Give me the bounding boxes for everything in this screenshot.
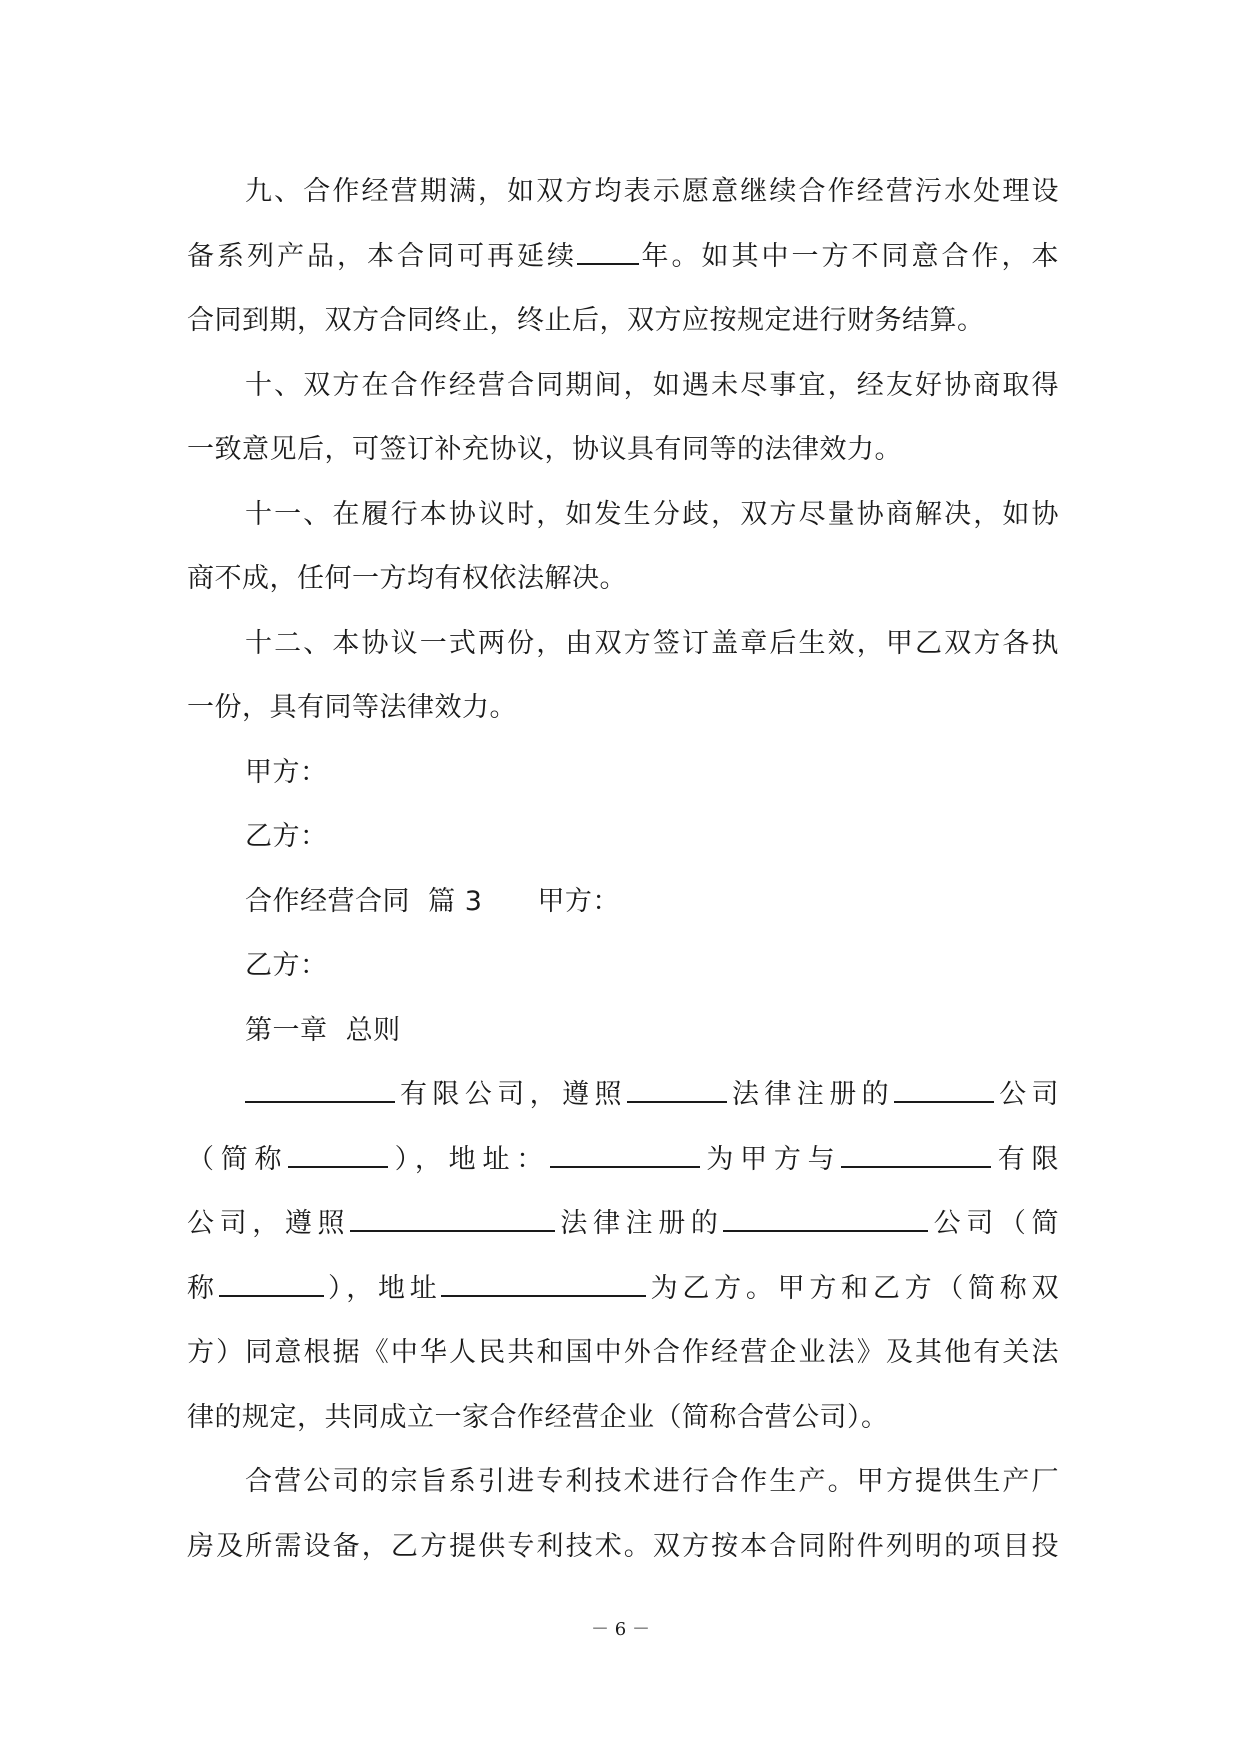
document-body	[187, 160, 1059, 1579]
text: 九、合作经营期满，如双方均表示愿意继续合作经营污水处理设	[245, 176, 1059, 207]
clause-12-line-2	[187, 676, 1059, 741]
chapter-title	[187, 999, 1059, 1064]
text: 为乙方。甲方和乙方（简称双	[646, 1272, 1060, 1304]
text: 年。如其中一方不同意合作，本	[639, 240, 1059, 272]
text: 备系列产品，本合同可再延续	[187, 240, 577, 272]
text: 公司	[994, 1079, 1059, 1110]
text: （简称	[187, 1143, 289, 1175]
blank-address-a	[550, 1144, 700, 1168]
text: 乙方：	[245, 821, 328, 852]
text: 公司，遵照	[187, 1208, 351, 1239]
blank-years	[577, 241, 639, 265]
intro-line-5	[187, 1321, 1059, 1386]
section-heading	[187, 870, 1059, 935]
party-b-line	[187, 934, 1059, 999]
blank-address-b	[441, 1273, 646, 1297]
intro-line-4	[187, 1257, 1059, 1322]
text: 一份，具有同等法律效力。	[187, 692, 517, 723]
text: 有限	[991, 1143, 1059, 1175]
clause-11-line-2	[187, 547, 1059, 612]
clause-9-line-2	[187, 225, 1059, 290]
clause-11-line-1	[187, 483, 1059, 548]
party-b-label: 乙方：	[245, 950, 328, 981]
section-title: 合作经营合同 篇 3	[245, 885, 483, 917]
blank-law-a	[627, 1079, 727, 1103]
intro-line-3	[187, 1192, 1059, 1257]
text: 合同到期，双方合同终止，终止后，双方应按规定进行财务结算。	[187, 305, 985, 336]
signature-party-b	[187, 805, 1059, 870]
clause-12-line-1	[187, 612, 1059, 677]
text: 称	[187, 1272, 219, 1304]
text: ），地址	[323, 1272, 442, 1304]
text: 商不成，任何一方均有权依法解决。	[187, 563, 627, 594]
blank-abbrev-b	[219, 1273, 324, 1297]
text: 十、双方在合作经营合同期间，如遇未尽事宜，经友好协商取得	[245, 369, 1059, 401]
clause-9-line-3	[187, 289, 1059, 354]
clause-10-line-1	[187, 354, 1059, 419]
intro-line-2	[187, 1128, 1059, 1193]
purpose-line-2	[187, 1515, 1059, 1580]
text: ），地址：	[388, 1143, 551, 1175]
page-number: － 6 －	[591, 1619, 650, 1640]
blank-company-a	[245, 1079, 395, 1103]
text: 律的规定，共同成立一家合作经营企业（简称合营公司）。	[187, 1401, 889, 1433]
party-a-label: 甲方：	[537, 885, 620, 917]
text: 为甲方与	[700, 1143, 842, 1175]
intro-line-1	[187, 1063, 1059, 1128]
text: 法律注册的	[727, 1079, 895, 1110]
text: 十一、在履行本协议时，如发生分歧，双方尽量协商解决，如协	[245, 498, 1059, 530]
text: 十二、本协议一式两份，由双方签订盖章后生效，甲乙双方各执	[245, 627, 1059, 659]
blank-law-b	[350, 1208, 555, 1232]
clause-10-line-2	[187, 418, 1059, 483]
chapter-label: 第一章 总则	[245, 1014, 401, 1046]
text: 甲方：	[245, 756, 328, 788]
blank-company-type-b	[723, 1208, 928, 1232]
clause-9-line-1	[187, 160, 1059, 225]
blank-company-type-a	[894, 1079, 994, 1103]
purpose-line-1	[187, 1450, 1059, 1515]
text: 一致意见后，可签订补充协议，协议具有同等的法律效力。	[187, 434, 902, 465]
text: 公司（简	[928, 1208, 1060, 1239]
text: 合营公司的宗旨系引进专利技术进行合作生产。甲方提供生产厂	[245, 1466, 1059, 1497]
text: 方）同意根据《中华人民共和国中外合作经营企业法》及其他有关法	[187, 1337, 1059, 1368]
blank-abbrev-a	[288, 1144, 388, 1168]
text: 房及所需设备，乙方提供专利技术。双方按本合同附件列明的项目投	[187, 1530, 1059, 1562]
blank-company-b	[841, 1144, 991, 1168]
text: 有限公司，遵照	[395, 1079, 627, 1110]
text: 法律注册的	[555, 1208, 724, 1239]
intro-line-6	[187, 1386, 1059, 1451]
signature-party-a	[187, 741, 1059, 806]
